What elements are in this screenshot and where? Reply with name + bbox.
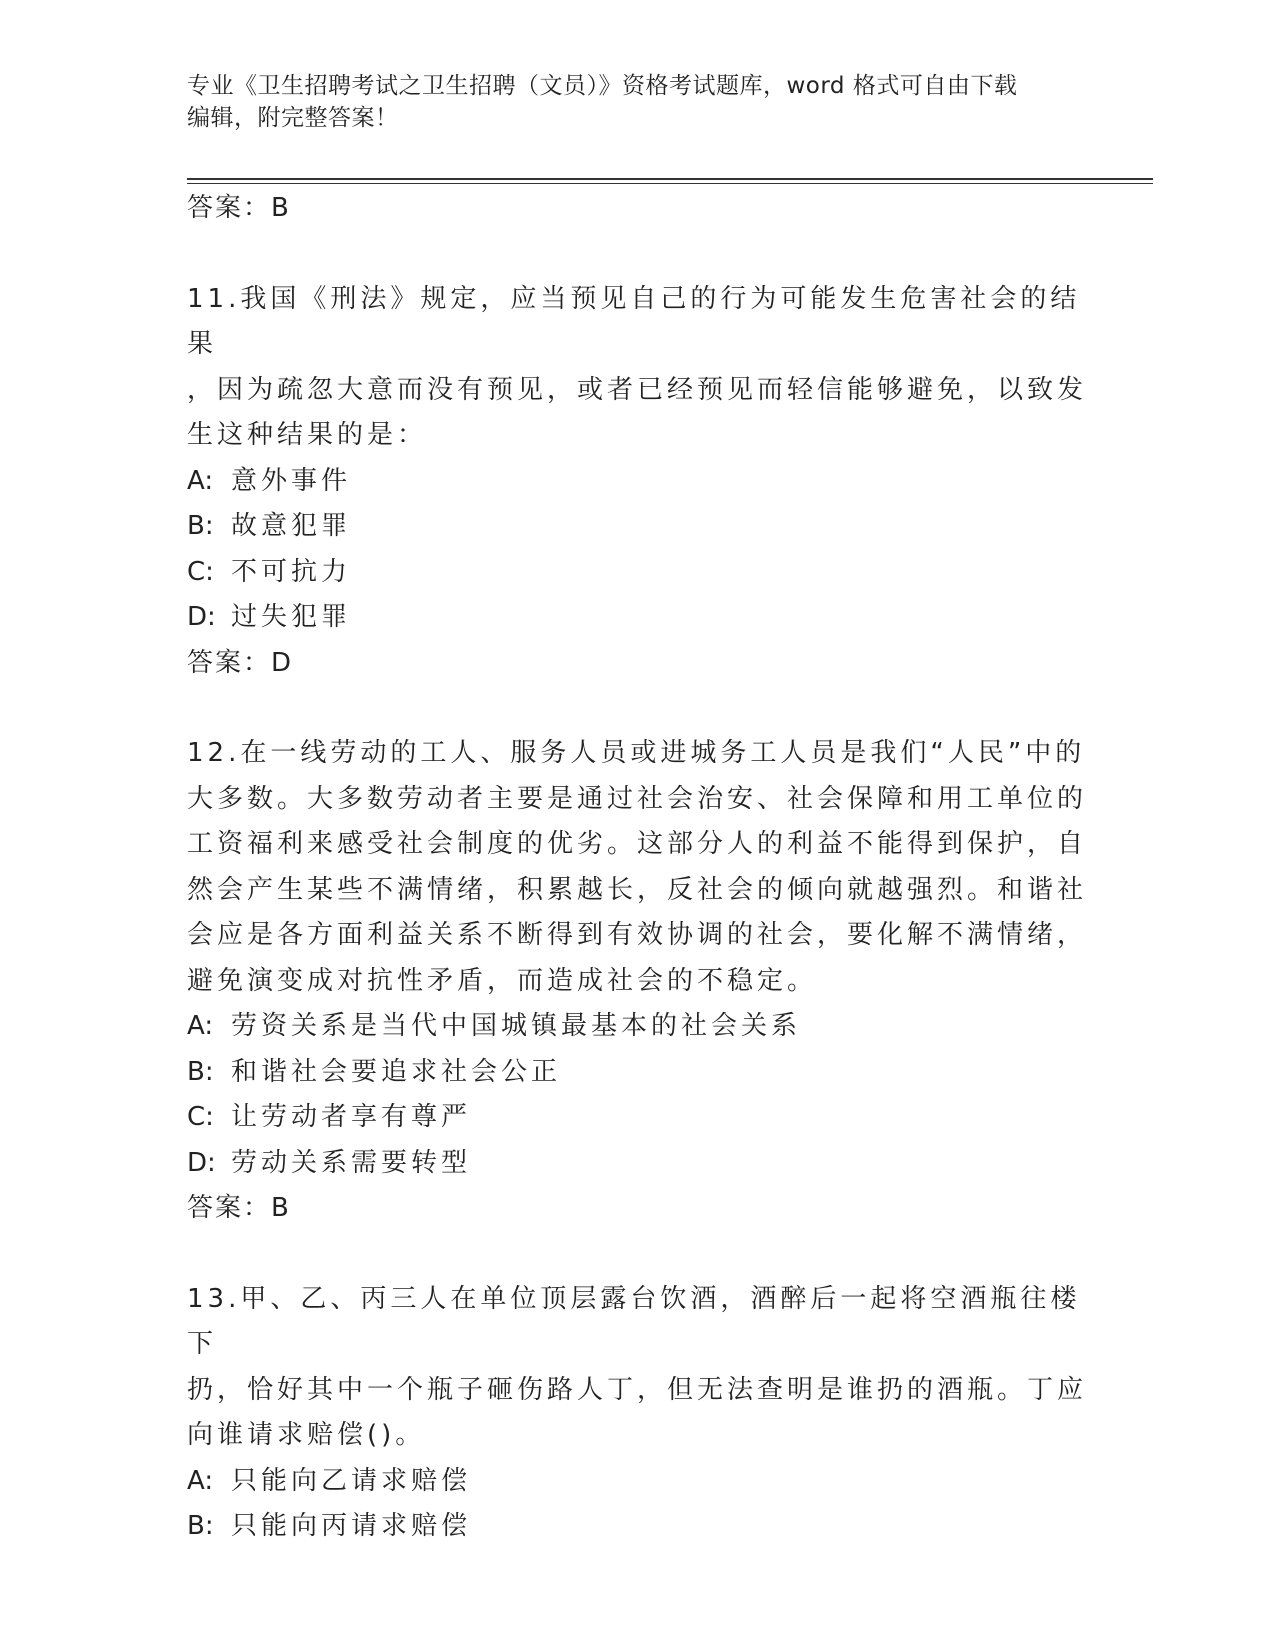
question-stem-line: 工资福利来感受社会制度的优劣。这部分人的利益不能得到保护，自 bbox=[187, 829, 1088, 859]
spacer bbox=[187, 686, 1087, 731]
header-divider-thick bbox=[187, 178, 1153, 180]
spacer bbox=[187, 1232, 1087, 1277]
option-label: C: bbox=[187, 1102, 214, 1132]
answer-prefix: 答案： bbox=[187, 1193, 272, 1223]
question-answer bbox=[187, 641, 1087, 687]
option-d bbox=[187, 595, 1087, 641]
spacer bbox=[187, 232, 1087, 277]
option-b bbox=[187, 504, 1087, 550]
document-body bbox=[187, 186, 1087, 1550]
option-text: 让劳动者享有尊严 bbox=[231, 1102, 472, 1132]
option-b bbox=[187, 1050, 1087, 1096]
answer-prefix: 答案： bbox=[187, 647, 272, 678]
answer-value: B bbox=[271, 193, 291, 223]
question-stem-line: 大多数。大多数劳动者主要是通过社会治安、社会保障和用工单位的 bbox=[187, 783, 1088, 814]
option-a bbox=[187, 1004, 1087, 1050]
option-a bbox=[187, 459, 1087, 505]
question-stem-line: 避免演变成对抗性矛盾，而造成社会的不稳定。 bbox=[187, 965, 818, 996]
option-c bbox=[187, 1095, 1087, 1141]
option-label: A: bbox=[187, 465, 214, 496]
header-line-2: 编辑，附完整答案！ bbox=[187, 105, 399, 131]
question-stem-line: 会应是各方面利益关系不断得到有效协调的社会，要化解不满情绪， bbox=[187, 920, 1088, 950]
question-answer bbox=[187, 1186, 1087, 1232]
option-text: 不可抗力 bbox=[231, 556, 352, 587]
option-label: B: bbox=[187, 511, 214, 541]
question-stem-line: 向谁请求赔偿()。 bbox=[187, 1420, 426, 1450]
option-label: B: bbox=[187, 1056, 214, 1087]
header-divider-thin bbox=[187, 183, 1153, 184]
option-label: C: bbox=[187, 556, 214, 587]
page-header bbox=[187, 70, 1087, 134]
question-stem-line: 12.在一线劳动的工人、服务人员或进城务工人员是我们“人民”中的 bbox=[187, 738, 1086, 768]
option-label: D: bbox=[187, 602, 216, 632]
answer-value: D bbox=[271, 647, 294, 678]
question-stem-line: 然会产生某些不满情绪，积累越长，反社会的倾向就越强烈。和谐社 bbox=[187, 874, 1088, 905]
option-text: 只能向乙请求赔偿 bbox=[231, 1465, 472, 1496]
question-13 bbox=[187, 1277, 1087, 1550]
option-text: 劳资关系是当代中国城镇最基本的社会关系 bbox=[231, 1011, 802, 1041]
option-a bbox=[187, 1459, 1087, 1505]
option-label: B: bbox=[187, 1511, 214, 1541]
option-b bbox=[187, 1504, 1087, 1550]
option-text: 只能向丙请求赔偿 bbox=[231, 1511, 472, 1541]
question-stem-line: 11.我国《刑法》规定，应当预见自己的行为可能发生危害社会的结果 bbox=[187, 283, 1081, 359]
question-stem-line: 生这种结果的是： bbox=[187, 420, 428, 450]
question-stem-line: ，因为疏忽大意而没有预见，或者已经预见而轻信能够避免，以致发 bbox=[187, 374, 1088, 405]
previous-answer bbox=[187, 186, 1087, 232]
question-stem-line: 扔，恰好其中一个瓶子砸伤路人丁，但无法查明是谁扔的酒瓶。丁应 bbox=[187, 1374, 1088, 1405]
option-label: A: bbox=[187, 1011, 214, 1041]
option-text: 过失犯罪 bbox=[231, 602, 352, 632]
option-text: 故意犯罪 bbox=[231, 511, 352, 541]
option-d bbox=[187, 1141, 1087, 1187]
option-c bbox=[187, 550, 1087, 596]
option-label: A: bbox=[187, 1465, 214, 1496]
answer-value: B bbox=[271, 1193, 291, 1223]
question-11 bbox=[187, 277, 1087, 687]
question-12 bbox=[187, 731, 1087, 1232]
option-text: 劳动关系需要转型 bbox=[231, 1147, 472, 1178]
answer-prefix: 答案： bbox=[187, 193, 272, 223]
header-line-1: 专业《卫生招聘考试之卫生招聘（文员）》资格考试题库，word 格式可自由下载 bbox=[187, 73, 1018, 99]
option-label: D: bbox=[187, 1147, 216, 1178]
option-text: 和谐社会要追求社会公正 bbox=[231, 1056, 562, 1087]
option-text: 意外事件 bbox=[231, 465, 352, 496]
question-stem-line: 13.甲、乙、丙三人在单位顶层露台饮酒，酒醉后一起将空酒瓶往楼下 bbox=[187, 1283, 1081, 1359]
